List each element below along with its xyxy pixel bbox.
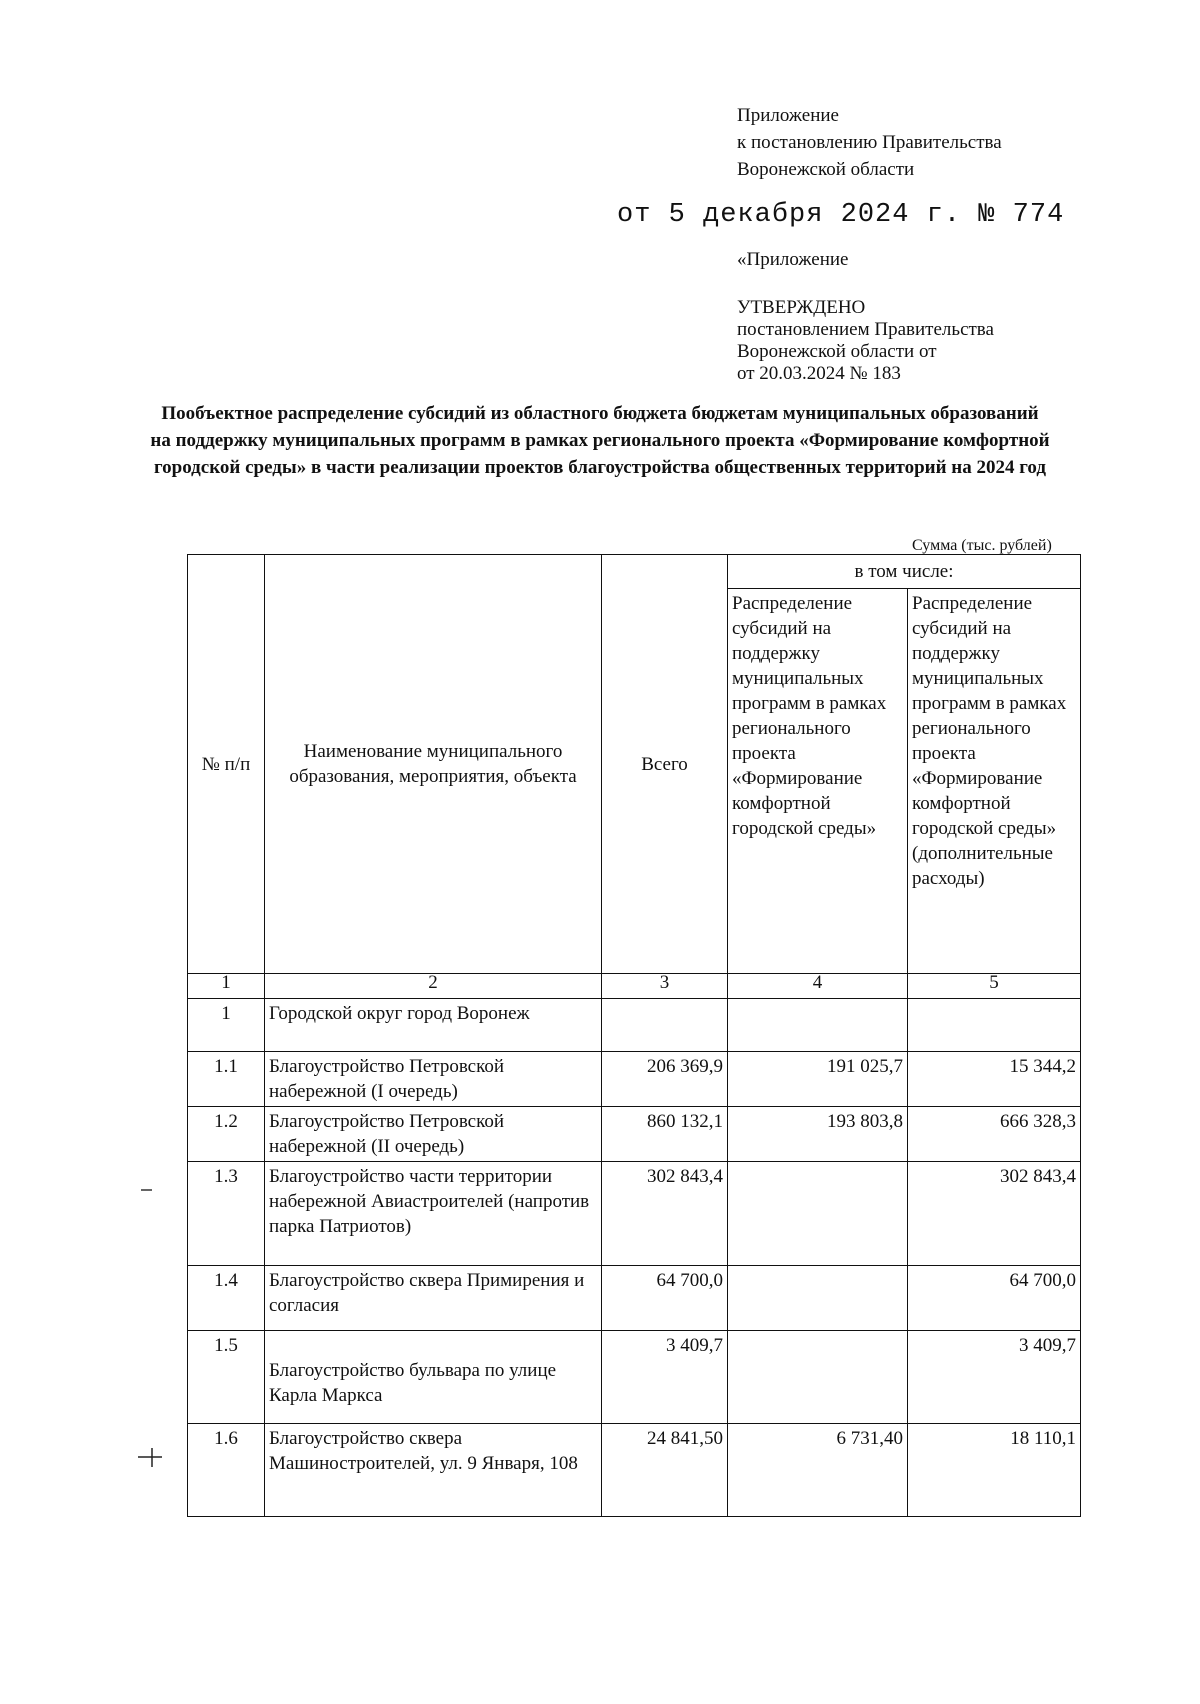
table-row xyxy=(188,1162,1081,1266)
row-col5: 3 409,7 xyxy=(908,1331,1081,1424)
appendix-label: «Приложение xyxy=(737,249,849,270)
header-line-1: Приложение xyxy=(737,105,839,126)
row-name: Благоустройство сквера Машиностроителей, ул. 9 Января, 108 xyxy=(265,1424,602,1517)
units-note: Сумма (тыс. рублей) xyxy=(912,537,1052,554)
row-total: 3 409,7 xyxy=(602,1331,728,1424)
row-name: Благоустройство Петровской набережной (II очередь) xyxy=(265,1107,602,1162)
subsidy-table xyxy=(187,554,1081,1517)
header-num: № п/п xyxy=(188,555,265,974)
row-total: 860 132,1 xyxy=(602,1107,728,1162)
row-col5: 302 843,4 xyxy=(908,1162,1081,1266)
col-number-1: 1 xyxy=(188,974,265,999)
appendix-header xyxy=(737,102,1002,183)
row-col5: 64 700,0 xyxy=(908,1266,1081,1331)
resolution-date-number: от 5 декабря 2024 г. № 774 xyxy=(617,200,1065,230)
row-col5: 666 328,3 xyxy=(908,1107,1081,1162)
approved-line-3: от 20.03.2024 № 183 xyxy=(737,363,901,384)
table-row xyxy=(188,1107,1081,1162)
row-name: Благоустройство Петровской набережной (I очередь) xyxy=(265,1052,602,1107)
header-total: Всего xyxy=(602,555,728,974)
margin-dash-icon xyxy=(140,1187,154,1193)
header-row-1 xyxy=(188,555,1081,589)
approved-title: УТВЕРЖДЕНО xyxy=(737,297,866,318)
approved-line-1: постановлением Правительства xyxy=(737,319,994,340)
col-number-5: 5 xyxy=(908,974,1081,999)
header-col5: Распределение субсидий на поддержку муниципальных программ в рамках регионального проекта «Формирование комфортной городской среды» (дополнительные расходы) xyxy=(908,589,1081,974)
margin-mark-icon xyxy=(135,1445,165,1469)
table-row xyxy=(188,1424,1081,1517)
col-number-3: 3 xyxy=(602,974,728,999)
header-line-2: к постановлению Правительства xyxy=(737,132,1002,153)
row-col5: 15 344,2 xyxy=(908,1052,1081,1107)
col-number-2: 2 xyxy=(265,974,602,999)
row-name: Благоустройство бульвара по улице Карла Маркса xyxy=(265,1331,602,1424)
row-total: 24 841,50 xyxy=(602,1424,728,1517)
table-row xyxy=(188,999,1081,1052)
row-total: 64 700,0 xyxy=(602,1266,728,1331)
column-numbers-row xyxy=(188,974,1081,999)
table-row xyxy=(188,1052,1081,1107)
row-num: 1 xyxy=(188,999,265,1052)
row-num: 1.2 xyxy=(188,1107,265,1162)
row-col5: 18 110,1 xyxy=(908,1424,1081,1517)
row-col4: 6 731,40 xyxy=(728,1424,908,1517)
row-col4 xyxy=(728,1162,908,1266)
row-num: 1.4 xyxy=(188,1266,265,1331)
table-row xyxy=(188,1266,1081,1331)
document-title: Пообъектное распределение субсидий из областного бюджета бюджетам муниципальных образований на поддержку муниципальных программ в рамках регионального проекта «Формирование комфортной городской среды» в части реализации проектов благоустройства общественных территорий на 2024 год xyxy=(150,403,1050,478)
row-col5 xyxy=(908,999,1081,1052)
row-name: Городской округ город Воронеж xyxy=(265,999,602,1052)
table-row xyxy=(188,1331,1081,1424)
row-total: 206 369,9 xyxy=(602,1052,728,1107)
row-total: 302 843,4 xyxy=(602,1162,728,1266)
row-num: 1.6 xyxy=(188,1424,265,1517)
row-col4 xyxy=(728,999,908,1052)
row-num: 1.5 xyxy=(188,1331,265,1424)
header-including: в том числе: xyxy=(728,555,1081,589)
header-col4: Распределение субсидий на поддержку муниципальных программ в рамках регионального проекта «Формирование комфортной городской среды» xyxy=(728,589,908,974)
row-num: 1.1 xyxy=(188,1052,265,1107)
row-col4: 193 803,8 xyxy=(728,1107,908,1162)
header-line-3: Воронежской области xyxy=(737,159,915,180)
row-name: Благоустройство сквера Примирения и согласия xyxy=(265,1266,602,1331)
row-num: 1.3 xyxy=(188,1162,265,1266)
row-name: Благоустройство части территории набережной Авиастроителей (напротив парка Патриотов) xyxy=(265,1162,602,1266)
approved-line-2: Воронежской области от xyxy=(737,341,937,362)
row-total xyxy=(602,999,728,1052)
header-name: Наименование муниципального образования, мероприятия, объекта xyxy=(265,555,602,974)
row-col4: 191 025,7 xyxy=(728,1052,908,1107)
row-col4 xyxy=(728,1331,908,1424)
col-number-4: 4 xyxy=(728,974,908,999)
approval-block xyxy=(737,249,994,385)
row-col4 xyxy=(728,1266,908,1331)
